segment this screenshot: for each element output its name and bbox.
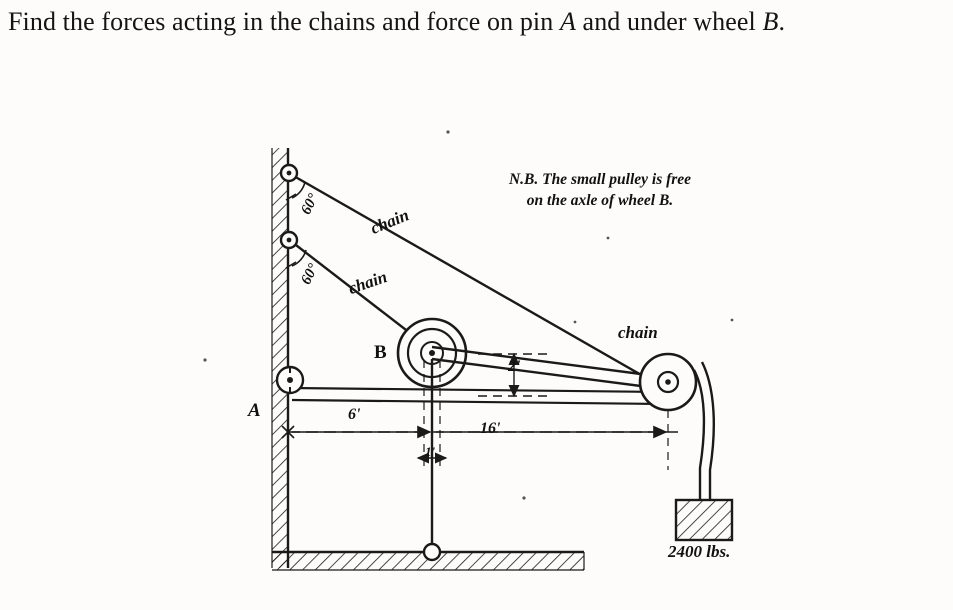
label-dim-16: 16' bbox=[480, 420, 501, 437]
weight-block bbox=[676, 500, 732, 540]
problem-wheel-label: B bbox=[762, 7, 779, 36]
label-weight: 2400 lbs. bbox=[668, 542, 731, 561]
label-dim-2: 2' bbox=[508, 358, 521, 375]
label-angle-upper: 60° bbox=[298, 191, 322, 218]
note-text bbox=[455, 170, 745, 212]
page-title bbox=[8, 6, 938, 39]
right-pulley bbox=[640, 354, 696, 410]
mechanics-diagram bbox=[0, 70, 953, 610]
label-dim-6: 6' bbox=[348, 406, 361, 423]
dimension-guides bbox=[424, 360, 668, 470]
problem-pin-label: A bbox=[559, 7, 576, 36]
problem-text-1: Find the forces acting in the chains and force on pin bbox=[8, 7, 560, 36]
label-chain-right: chain bbox=[618, 323, 658, 342]
wall-anchor-lower bbox=[281, 232, 297, 248]
note-line-1: N.B. The small pulley is free bbox=[508, 171, 692, 188]
pin-a bbox=[277, 367, 303, 394]
diagram-svg bbox=[0, 70, 953, 610]
label-dim-1: 1' bbox=[425, 444, 436, 459]
label-chain-upper: chain bbox=[367, 205, 412, 238]
problem-text-2: and under wheel bbox=[575, 7, 763, 36]
problem-text-3: . bbox=[778, 7, 786, 36]
label-chain-lower: chain bbox=[345, 267, 390, 298]
wall-anchor-upper bbox=[281, 165, 297, 181]
label-wheel-b: B bbox=[374, 342, 387, 363]
label-pin-a: A bbox=[248, 400, 261, 421]
note-line-2: on the axle of wheel B. bbox=[526, 191, 674, 209]
label-angle-lower: 60° bbox=[298, 261, 322, 288]
wall-vertical bbox=[272, 148, 288, 568]
